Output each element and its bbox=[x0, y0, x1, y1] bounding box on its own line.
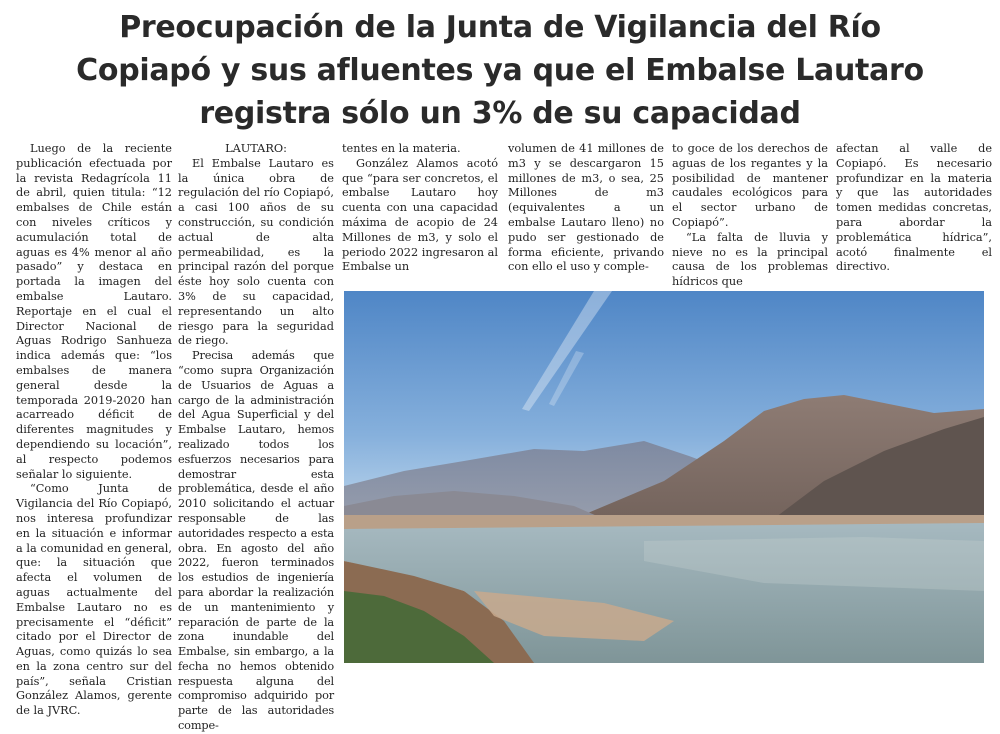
paragraph: González Alamos acotó que “para ser concretos, el embalse Lautaro hoy cuenta con una capacidad máxima de acopio de 24 Millones de m3, y solo el periodo 2022 ingresaron al Embalse un bbox=[342, 156, 498, 274]
paragraph: Luego de la reciente publicación efectuada por la revista Redagrícola 11 de abril, quien titula: “12 embalses de Chile están con niveles críticos y acumulación total de aguas es 4% menor al año pasado” y destaca en portada la imagen del embalse Lautaro. Reportaje en el cual el Director Nacional de Aguas Rodrigo Sanhueza indica además que: “los embalses de manera general desde la temporada 2019-2020 han acarreado déficit de diferentes magnitudes y dependiendo su locación”, al respecto podemos señalar lo siguiente. bbox=[16, 142, 172, 481]
column-1 bbox=[16, 142, 172, 719]
column-5 bbox=[672, 142, 828, 290]
paragraph: Precisa además que “como supra Organización de Usuarios de Aguas a cargo de la administración del Agua Superficial y del Embalse Lautaro, hemos realizado todos los esfuerzos necesarios para demostrar esta problemática, desde el año 2010 solicitando el actuar responsable de las autoridades respecto a esta obra. En agosto del año 2022, fueron terminados los estudios de ingeniería para abordar la realización de un mantenimiento y reparación de parte de la zona inundable del Embalse, sin embargo, a la fecha no hemos obtenido respuesta alguna del compromiso adquirido por parte de las autoridades compe- bbox=[178, 349, 334, 733]
headline bbox=[0, 6, 1000, 135]
column-3 bbox=[342, 142, 498, 275]
column-2 bbox=[178, 142, 334, 734]
column-4 bbox=[508, 142, 664, 275]
paragraph: afectan al valle de Copiapó. Es necesario profundizar en la materia y que las autoridades tomen medidas concretas, para abordar la problemática hídrica”, acotó finalmente el directivo. bbox=[836, 142, 992, 274]
section-heading: LAUTARO: bbox=[225, 142, 287, 155]
paragraph: to goce de los derechos de aguas de los regantes y la posibilidad de mantener caudales ecológicos para el sector urbano de Copiapó”. bbox=[672, 142, 828, 229]
paragraph: tentes en la materia. bbox=[342, 142, 461, 155]
headline-line-3: registra sólo un 3% de su capacidad bbox=[199, 96, 801, 131]
paragraph: volumen de 41 millones de m3 y se descargaron 15 millones de m3, o sea, 25 Millones de m3 (equivalentes a un embalse Lautaro lleno) no pudo ser gestionado de forma eficiente, privando con ello el uso y comple- bbox=[508, 142, 664, 274]
headline-line-1: Preocupación de la Junta de Vigilancia del Río bbox=[119, 10, 881, 45]
paragraph: “La falta de lluvia y nieve no es la principal causa de los problemas hídricos que bbox=[672, 230, 828, 289]
reservoir-photo bbox=[344, 291, 984, 663]
column-6 bbox=[836, 142, 992, 275]
headline-line-2: Copiapó y sus afluentes ya que el Embalse Lautaro bbox=[76, 53, 924, 88]
paragraph: El Embalse Lautaro es la única obra de regulación del río Copiapó, a casi 100 años de su construcción, su condición actual de alta permeabilidad, es la principal razón del porque éste hoy solo cuenta con 3% de su capacidad, representando un alto riesgo para la seguridad de riego. bbox=[178, 156, 334, 348]
paragraph: “Como Junta de Vigilancia del Río Copiapó, nos interesa profundizar en la situación e informar a la comunidad en general, que: la situación que afecta el volumen de aguas actualmente del Embalse Lautaro no es precisamente el “déficit” citado por el Director de Aguas, como quizás lo sea en la zona centro sur del país”, señala Cristian González Alamos, gerente de la JVRC. bbox=[16, 482, 172, 718]
